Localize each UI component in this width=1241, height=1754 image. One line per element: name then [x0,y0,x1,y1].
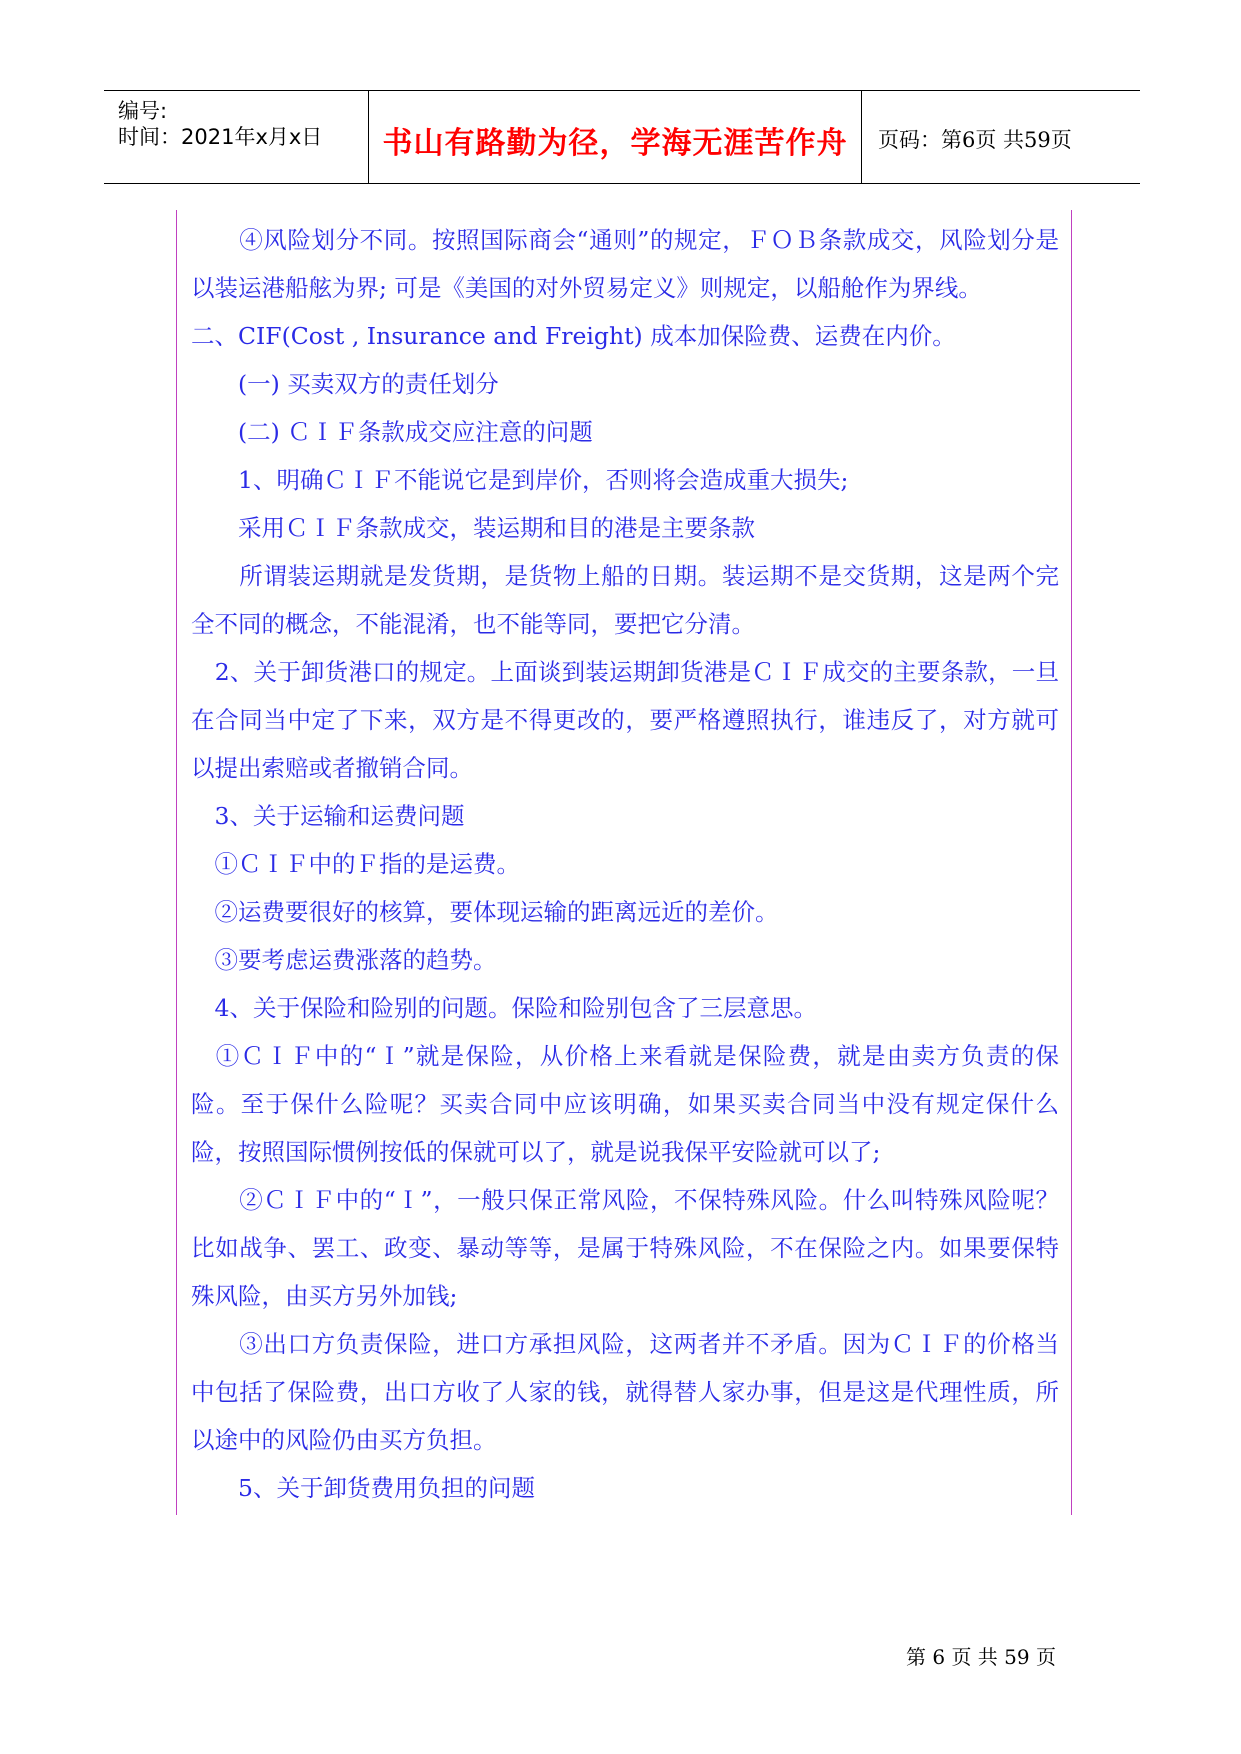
serial-number-label: 编号: [118,99,168,123]
subsection-heading: (一) 买卖双方的责任划分 [191,370,499,398]
list-item: ③要考虑运费涨落的趋势。 [191,946,497,974]
list-item: ②运费要很好的核算，要体现运输的距离远近的差价。 [191,898,779,926]
header-page-number: 页码：第6页 共59页 [878,128,1072,152]
list-heading: 3、关于运输和运费问题 [191,802,465,830]
list-heading: 5、关于卸货费用负担的问题 [191,1474,535,1502]
paragraph: 采用ＣＩＦ条款成交，装运期和目的港是主要条款 [191,514,755,542]
motto: 书山有路勤为径，学海无涯苦作舟 [382,126,848,161]
header-info-cell [104,91,369,183]
list-item: ①ＣＩＦ中的“Ｉ”就是保险，从价格上来看就是保险费，就是由卖方负责的保险。至于保什么险呢？买卖合同中应该明确，如果买卖合同当中没有规定保什么险，按照国际惯例按低的保就可以了，就是说我保平安险就可以了; [191,1042,1059,1166]
list-item: ①ＣＩＦ中的Ｆ指的是运费。 [191,850,520,878]
subsection-heading: (二) ＣＩＦ条款成交应注意的问题 [191,418,593,446]
paragraph: 2、关于卸货港口的规定。上面谈到装运期卸货港是ＣＩＦ成交的主要条款，一旦在合同当中定了下来，双方是不得更改的，要严格遵照执行，谁违反了，对方就可以提出索赔或者撤销合同。 [191,658,1059,782]
section-heading: 二、CIF(Cost , Insurance and Freight) 成本加保险费、运费在内价。 [191,322,956,350]
list-item: ②ＣＩＦ中的“Ｉ”，一般只保正常风险，不保特殊风险。什么叫特殊风险呢？比如战争、罢工、政变、暴动等等，是属于特殊风险，不在保险之内。如果要保特殊风险，由买方另外加钱; [191,1186,1059,1310]
page-footer: 第 6 页 共 59 页 [906,1645,1056,1669]
paragraph: ④风险划分不同。按照国际商会“通则”的规定，ＦＯＢ条款成交，风险划分是以装运港船舷为界; 可是《美国的对外贸易定义》则规定，以船舱作为界线。 [191,226,1059,302]
header-page-cell [862,91,1140,183]
paragraph: 1、明确ＣＩＦ不能说它是到岸价，否则将会造成重大损失; [191,466,849,494]
list-item: ③出口方负责保险，进口方承担风险，这两者并不矛盾。因为ＣＩＦ的价格当中包括了保险费，出口方收了人家的钱，就得替人家办事，但是这是代理性质，所以途中的风险仍由买方负担。 [191,1330,1059,1454]
time-line: 时间：2021年x月x日 [118,125,323,149]
content-box [176,210,1072,1515]
list-heading: 4、关于保险和险别的问题。保险和险别包含了三层意思。 [191,994,817,1022]
header-motto-cell [369,91,862,183]
paragraph: 所谓装运期就是发货期，是货物上船的日期。装运期不是交货期，这是两个完全不同的概念，不能混淆，也不能等同，要把它分清。 [191,562,1059,638]
page-header [104,90,1140,184]
